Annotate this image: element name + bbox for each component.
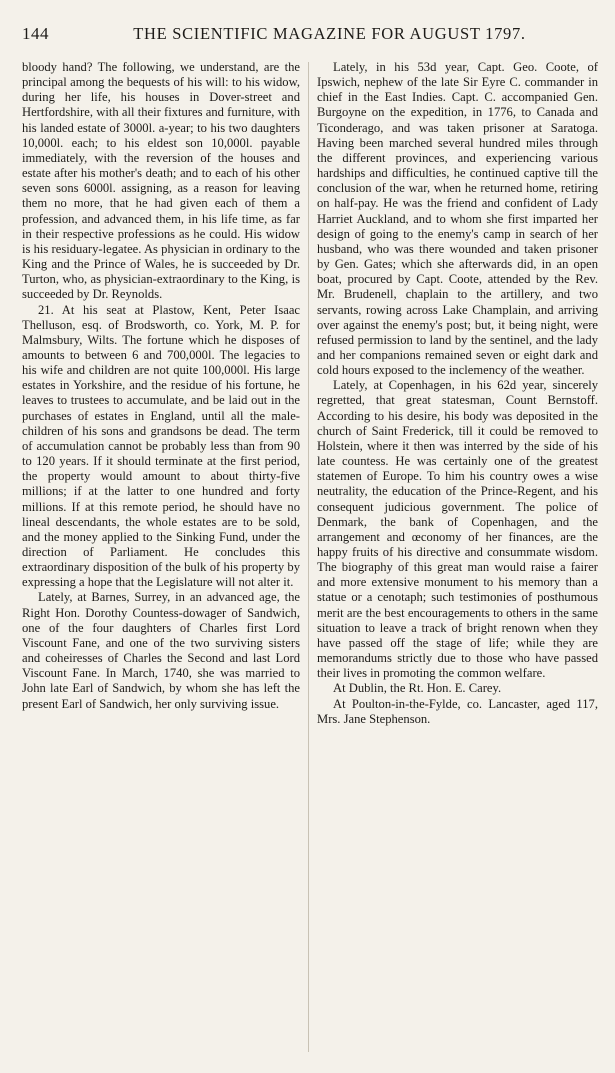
- obituary-paragraph: Lately, at Barnes, Surrey, in an advanced age, the Right Hon. Dorothy Countess-dowager of Sandwich, one of the four daughters of Charles first Lord Viscount Fane, and one of the two surviving sisters and coheiresses of Charles the Second and last Lord Viscount Fane. In March, 1740, she was married to John late Earl of Sandwich, by whom she has left the present Earl of Sandwich, her only surviving issue.: [22, 590, 300, 711]
- right-column: [317, 60, 598, 727]
- left-column: [22, 60, 300, 712]
- obituary-paragraph: At Poulton-in-the-Fylde, co. Lancaster, aged 117, Mrs. Jane Stephenson.: [317, 696, 598, 726]
- obituary-paragraph: Lately, in his 53d year, Capt. Geo. Coote, of Ipswich, nephew of the late Sir Eyre C. commander in chief in the East Indies. Capt. C. accompanied Gen. Burgoyne on the expedition, in 1776, to Canada and Ticonderago, and was taken prisoner at Saratoga. Having been marched several hundred miles through the different provinces, and experiencing various hardships and difficulties, he continued captive till the conclusion of the war, when he returned home, retiring on half-pay. He was the friend and confident of Lady Harriet Auckland, and to whom she first imparted her design of going to the enemy's camp in search of her husband, who was there wounded and taken prisoner by Gen. Gates; which she afterwards did, in an open boat, procured by Capt. Coote, attended by the Rev. Mr. Brudenell, chaplain to the artillery, and two servants, rowing across Lake Champlain, and arriving over against the enemy's post; but, it being night, were refused permission to land by the sentinel, and the lady and her companions remained seven or eight dark and cold hours exposed to the inclemency of the weather.: [317, 60, 598, 378]
- obituary-paragraph: At Dublin, the Rt. Hon. E. Carey.: [333, 681, 502, 696]
- obituary-paragraph: 21. At his seat at Plastow, Kent, Peter Isaac Thelluson, esq. of Brodsworth, co. York, M. P. for Malmsbury, Wilts. The fortune which he disposes of amounts to between 6 and 700,000l. The legacies to his wife and children are not quite 100,000l. His large estates in Yorkshire, and the residue of his fortune, he leaves to trustees to accumulate, and be laid out in the purchases of estates in England, until all the male-children of his sons and grandsons be dead. The term of accumulation cannot be probably less than from 90 to 120 years. If it should terminate at the first period, the property would amount to about thirty-five millions; if at the latter to one hundred and forty millions. If at this remote period, he should have no lineal descendants, the whole estates are to be sold, and the money applied to the Sinking Fund, under the direction of Parliament. He concludes this extraordinary disposition of the bulk of his property by expressing a hope that the Legislature will not alter it.: [22, 302, 300, 590]
- page-number: 144: [22, 24, 49, 43]
- obituary-paragraph: Lately, at Copenhagen, in his 62d year, sincerely regretted, that great statesman, Count Bernstoff. According to his desire, his body was deposited in the church of Saint Frederick, till it could be removed to Holstein, where it then was interred by the side of his late countess. He was certainly one of the greatest statemen of Europe. To him his country owes a wise neutrality, the education of the Prince-Regent, and his consequent judicious government. The police of Denmark, the bank of Copenhagen, and the arrangement and œconomy of her finances, are the happy fruits of his directive and consummate wisdom. The biography of this great man would raise a fairer and more extensive monument to his memory than a statue or a cenotaph; such testimonies of posthumous merit are the best encouragements to others in the same situation to leave a track of bright renown when they have passed off the stage of life; while they are memorandums strictly due to those who have passed their lives in promoting the common welfare.: [317, 378, 598, 681]
- running-title: THE SCIENTIFIC MAGAZINE FOR AUGUST 1797.: [133, 24, 526, 43]
- obituary-paragraph: bloody hand? The following, we understand, are the principal among the bequests of his will: to his widow, during her life, his houses in Dover-street and Hertfordshire, with all their fixtures and furniture, with his landed estate of 3000l. a-year; to his two daughters 10,000l. each; to his eldest son 10,000l. payable immediately, with the reversion of the houses and estate after his mother's death; and to each of his other seven sons 6000l. assigning, as a reason for leaving them no more, that he had given each of them a profession, and advanced them, in his life time, as far in their respective professions as he could. His widow is his residuary-legatee. As physician in ordinary to the King and the Prince of Wales, he is succeeded by Dr. Turton, who, as physician-extraordinary to the King, is succeeded by Dr. Reynolds.: [22, 60, 300, 302]
- page-header: [22, 24, 597, 54]
- column-divider: [308, 62, 309, 1052]
